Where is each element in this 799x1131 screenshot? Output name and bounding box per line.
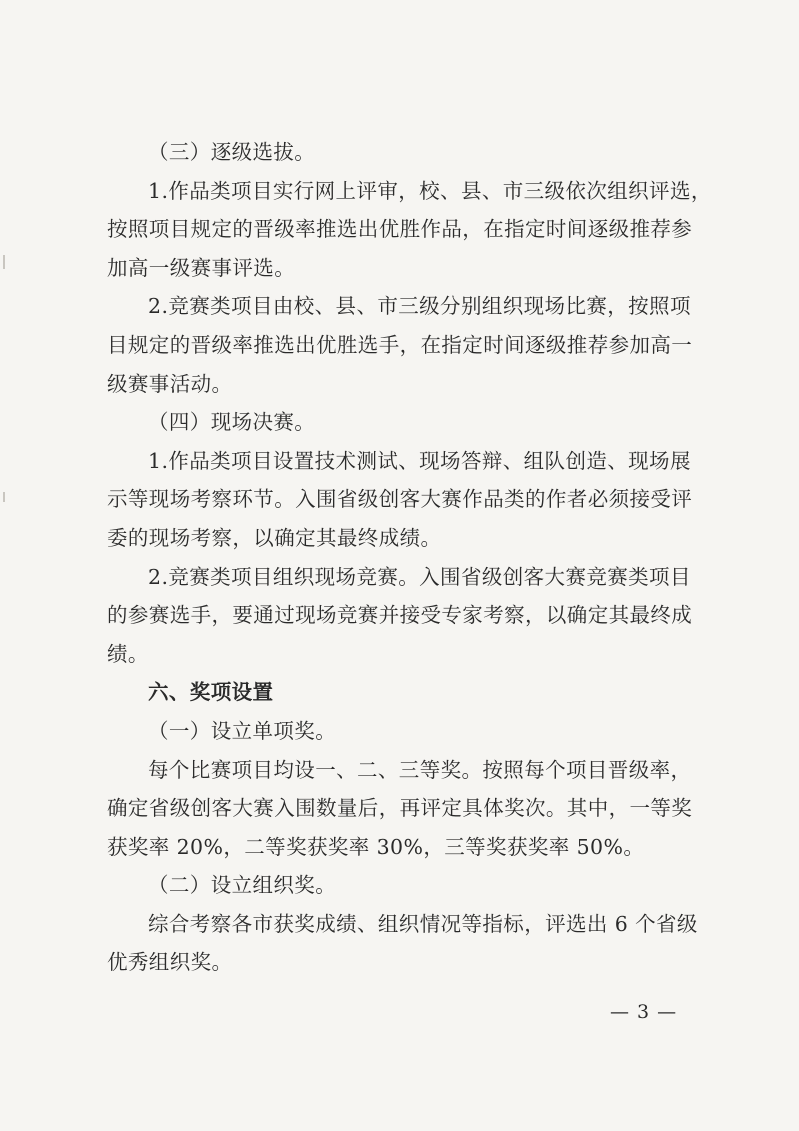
text-line: （二）设立组织奖。 [148,873,337,898]
text-line: 综合考察各市获奖成绩、组织情况等指标，评选出 6 个省级 [148,911,698,936]
text-line: 绩。 [107,641,149,666]
text-line: 优秀组织奖。 [107,950,233,975]
text-line: 示等现场考察环节。入围省级创客大赛作品类的作者必须接受评 [107,487,693,512]
text-line: 1.作品类项目设置技术测试、现场答辩、组队创造、现场展 [148,448,691,473]
document-body [107,133,712,982]
text-line: 确定省级创客大赛入围数量后，再评定具体奖次。其中，一等奖 [107,796,693,821]
text-line: （四）现场决赛。 [148,410,316,435]
text-line: 委的现场考察，以确定其最终成绩。 [107,525,442,550]
section-heading: 六、奖项设置 [148,680,274,705]
text-line: 级赛事活动。 [107,371,233,396]
text-line: （三）逐级选拔。 [148,140,316,164]
text-line: （一）设立单项奖。 [148,718,337,743]
text-line: 2.竞赛类项目由校、县、市三级分别组织现场比赛，按照项 [148,294,691,319]
text-line: 加高一级赛事评选。 [107,255,296,280]
text-line: 每个比赛项目均设一、二、三等奖。按照每个项目晋级率， [148,757,692,782]
text-line: 目规定的晋级率推选出优胜选手，在指定时间逐级推荐参加高一 [107,332,693,357]
page-number: — 3 — [610,1001,678,1023]
text-line: 获奖率 20%，二等奖获奖率 30%，三等奖获奖率 50%。 [107,834,645,859]
text-line: 的参赛选手，要通过现场竞赛并接受专家考察，以确定其最终成 [107,603,693,628]
text-line: 2.竞赛类项目组织现场竞赛。入围省级创客大赛竞赛类项目 [148,564,691,589]
text-line: 按照项目规定的晋级率推选出优胜作品，在指定时间逐级推荐参 [107,217,693,242]
scan-edge-mark [3,492,5,502]
scan-edge-mark [3,255,5,269]
text-line: 1.作品类项目实行网上评审，校、县、市三级依次组织评选， [148,178,712,203]
